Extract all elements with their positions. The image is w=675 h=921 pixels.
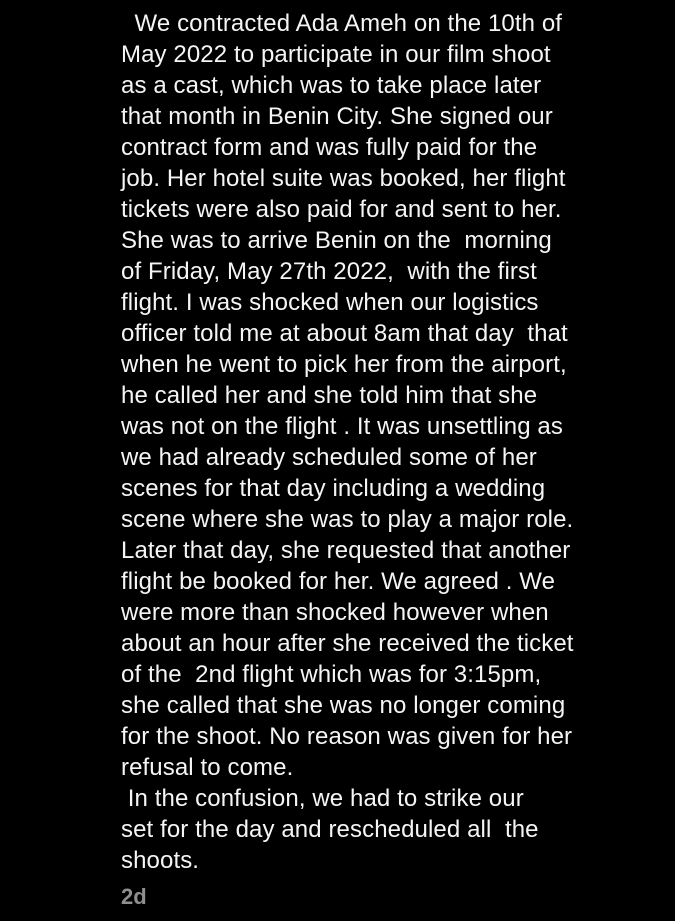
text-line: flight be booked for her. We agreed . We (121, 568, 556, 595)
text-line: refusal to come. (121, 754, 294, 781)
text-line: scenes for that day including a wedding (121, 475, 546, 502)
text-line: about an hour after she received the ticket (121, 630, 574, 657)
text-line: of Friday, May 27th 2022, with the first (121, 258, 537, 285)
text-line: we had already scheduled some of her (121, 444, 537, 471)
text-line: officer told me at about 8am that day that (121, 320, 568, 347)
text-line: Later that day, she requested that another (121, 537, 571, 564)
text-line: We contracted Ada Ameh on the 10th of (121, 10, 563, 37)
post-timestamp: 2d (121, 884, 147, 909)
text-line: set for the day and rescheduled all the (121, 816, 539, 843)
text-line: when he went to pick her from the airport, (121, 351, 567, 378)
text-line: for the shoot. No reason was given for her (121, 723, 573, 750)
text-line: May 2022 to participate in our film shoot (121, 41, 551, 68)
text-line: She was to arrive Benin on the morning (121, 227, 552, 254)
text-line: she called that she was no longer coming (121, 692, 566, 719)
post-text (121, 8, 665, 876)
text-line: job. Her hotel suite was booked, her flight (121, 165, 566, 192)
text-line: flight. I was shocked when our logistics (121, 289, 539, 316)
text-line: as a cast, which was to take place later (121, 72, 542, 99)
text-line: were more than shocked however when (121, 599, 549, 626)
text-line: he called her and she told him that she (121, 382, 538, 409)
text-line: In the confusion, we had to strike our (121, 785, 524, 812)
text-line: tickets were also paid for and sent to her. (121, 196, 562, 223)
text-line: was not on the flight . It was unsettling as (121, 413, 563, 440)
text-line: contract form and was fully paid for the (121, 134, 538, 161)
text-line: of the 2nd flight which was for 3:15pm, (121, 661, 542, 688)
text-line: shoots. (121, 847, 200, 874)
text-line: that month in Benin City. She signed our (121, 103, 553, 130)
text-line: scene where she was to play a major role. (121, 506, 574, 533)
